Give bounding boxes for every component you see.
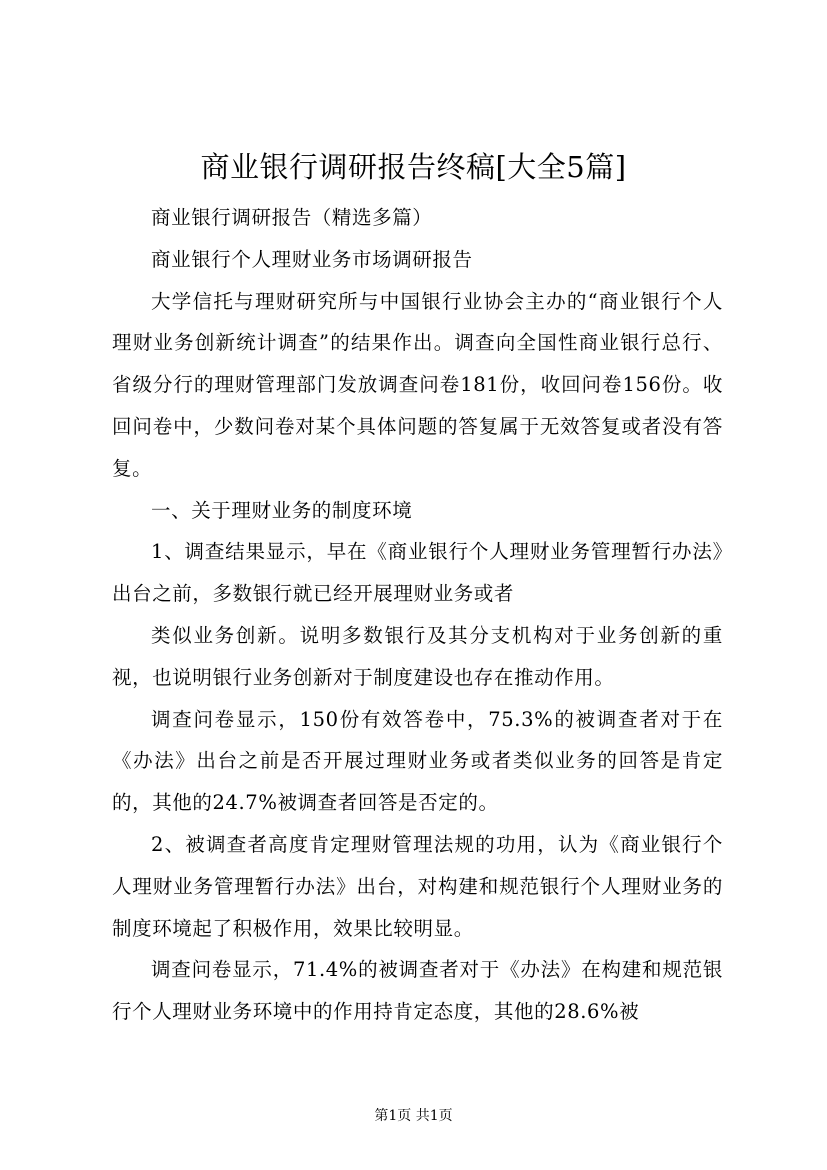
document-body (112, 197, 723, 1033)
paragraph-point-2: 2、被调查者高度肯定理财管理法规的功用，认为《商业银行个人理财业务管理暂行办法》出台，对构建和规范银行个人理财业务的制度环境起了积极作用，效果比较明显。 (112, 832, 723, 940)
page-footer: 第1页 共1页 (374, 1108, 453, 1124)
paragraph-survey-result-1: 调查问卷显示，150份有效答卷中，75.3%的被调查者对于在《办法》出台之前是否开展过理财业务或者类似业务的回答是肯定的，其他的24.7%被调查者回答是否定的。 (112, 707, 723, 815)
paragraph-survey-result-2: 调查问卷显示，71.4%的被调查者对于《办法》在构建和规范银行个人理财业务环境中的作用持肯定态度，其他的28.6%被 (112, 958, 723, 1024)
paragraph-point-1-continued: 类似业务创新。说明多数银行及其分支机构对于业务创新的重视，也说明银行业务创新对于制度建设也存在推动作用。 (112, 623, 723, 689)
paragraph-intro: 大学信托与理财研究所与中国银行业协会主办的“商业银行个人理财业务创新统计调查”的结果作出。调查向全国性商业银行总行、省级分行的理财管理部门发放调查问卷181份，收回问卷156份。收回问卷中，少数问卷对某个具体问题的答复属于无效答复或者没有答复。 (112, 289, 723, 480)
paragraph-point-1: 1、调查结果显示，早在《商业银行个人理财业务管理暂行办法》出台之前，多数银行就已经开展理财业务或者 (112, 540, 723, 606)
paragraph-report-title: 商业银行个人理财业务市场调研报告 (151, 247, 473, 271)
document-title: 商业银行调研报告终稿[大全5篇] (200, 150, 627, 184)
paragraph-subtitle: 商业银行调研报告（精选多篇） (151, 206, 433, 229)
section-heading: 一、关于理财业务的制度环境 (151, 498, 413, 522)
